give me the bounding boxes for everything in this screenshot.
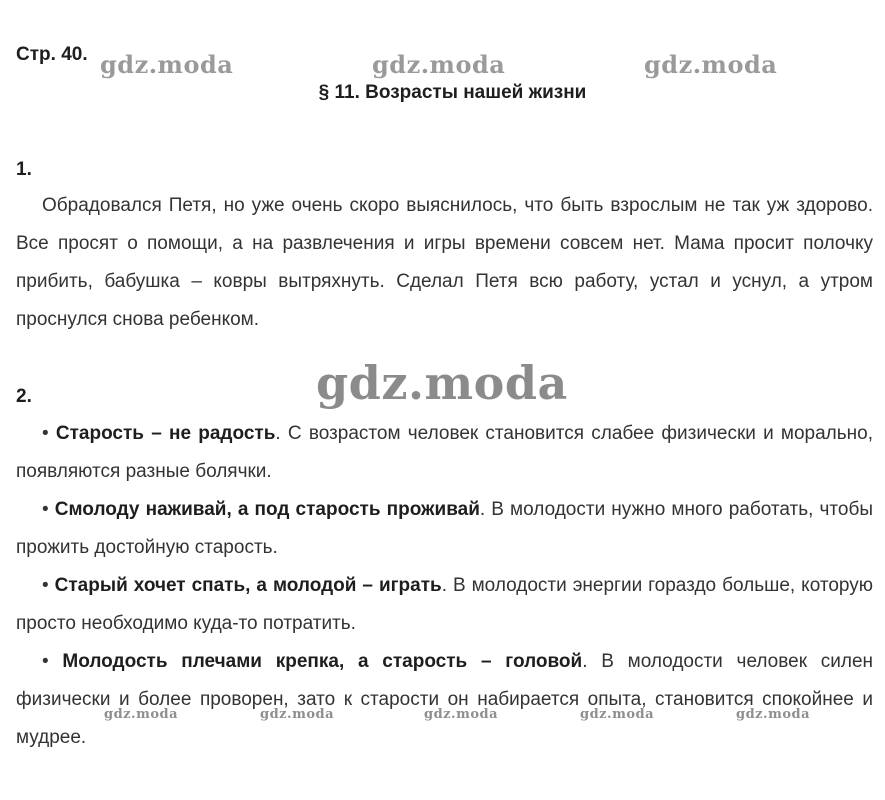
task-1-text: Обрадовался Петя, но уже очень скоро выяснилось, что быть взрослым не так уж здорово. Все просят о помощи, а на развлечения и игры времени совсем нет. Мама просит полочку прибить, бабушка – ковры вытряхнуть. Сделал Петя всю работу, устал и уснул, а утром проснулся снова ребенком. [16, 195, 873, 330]
watermark-small: gdz.moda [580, 707, 655, 722]
bullet: • [42, 423, 49, 444]
bullet: • [42, 651, 49, 672]
proverb-item [16, 643, 873, 757]
task-2-number: 2. [16, 386, 32, 407]
proverb-text: Старый хочет спать, а молодой – играть [54, 575, 442, 596]
task-1-number: 1. [16, 159, 32, 180]
watermark: gdz.moda [644, 50, 778, 79]
proverb-item [16, 415, 873, 491]
bullet: • [42, 499, 49, 520]
watermark-small: gdz.moda [104, 707, 179, 722]
bullet: • [42, 575, 49, 596]
watermark: gdz.moda [100, 50, 234, 79]
task-1-answer [16, 187, 873, 339]
proverb-explanation: . С возрастом человек становится слабее физически и морально, появляются разные болячки. [16, 423, 873, 482]
proverb-item [16, 567, 873, 643]
watermark-small: gdz.moda [424, 707, 499, 722]
proverb-text: Старость – не радость [55, 423, 276, 444]
section-title: § 11. Возрасты нашей жизни [318, 82, 587, 103]
task-2-answer [16, 415, 873, 757]
proverb-explanation: . В молодости человек силен физически и более проворен, зато к старости он набирается опыта, становится спокойнее и мудрее. [16, 651, 874, 748]
proverb-text: Смолоду наживай, а под старость проживай [54, 499, 480, 520]
page-number: Стр. 40. [16, 44, 88, 65]
watermark-small: gdz.moda [260, 707, 335, 722]
proverb-text: Молодость плечами крепка, а старость – головой [62, 651, 583, 672]
watermark: gdz.moda [372, 50, 506, 79]
proverb-item [16, 491, 873, 567]
watermark-large: gdz.moda [316, 356, 568, 410]
proverb-explanation: . В молодости нужно много работать, чтобы прожить достойную старость. [16, 499, 873, 558]
watermark-small: gdz.moda [736, 707, 811, 722]
proverb-explanation: . В молодости энергии гораздо больше, которую просто необходимо куда-то потратить. [16, 575, 873, 634]
